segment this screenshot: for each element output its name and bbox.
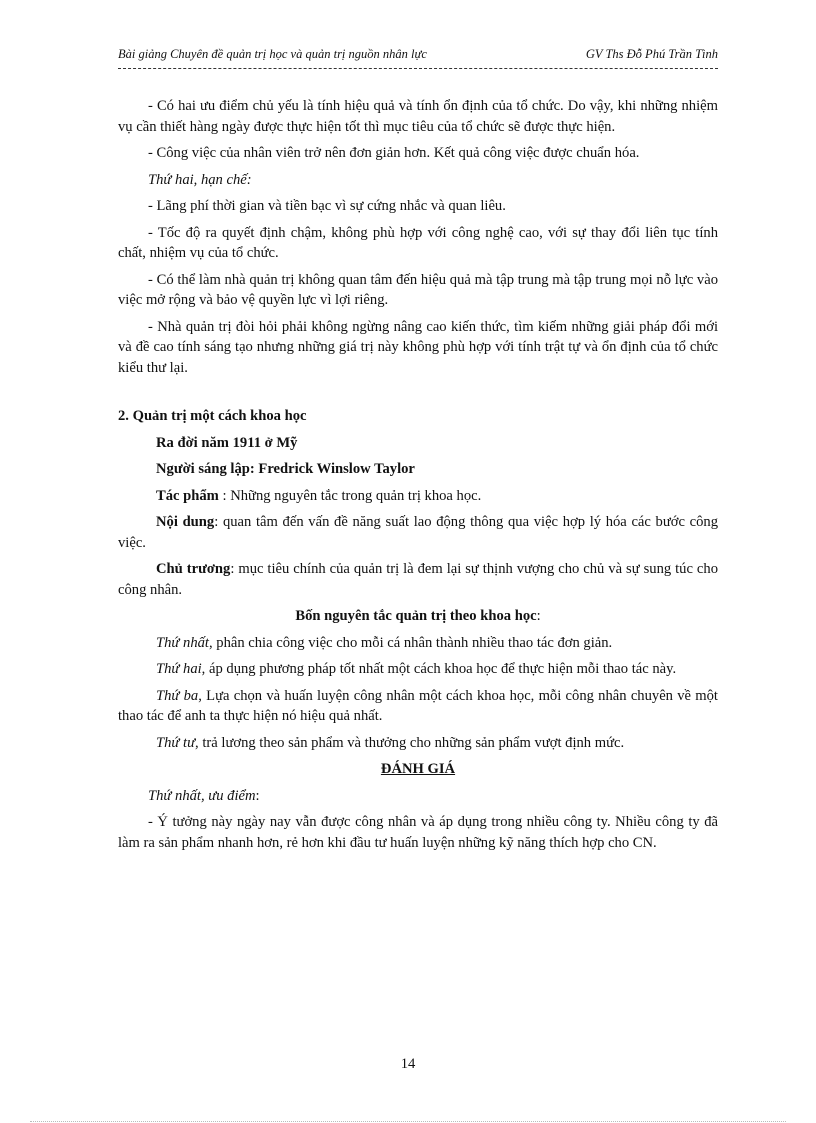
principle-4-text: , trả lương theo sản phẩm và thưởng cho những sản phẩm vượt định mức. bbox=[195, 734, 625, 751]
advantages-heading bbox=[118, 786, 718, 807]
principle-2-label: Thứ hai bbox=[156, 661, 202, 677]
principle-4 bbox=[118, 733, 718, 754]
content-label: Nội dung bbox=[156, 514, 215, 530]
principles-title-text: Bốn nguyên tắc quản trị theo khoa học bbox=[295, 608, 537, 624]
policy-line bbox=[118, 559, 718, 600]
header-author: GV Ths Đỗ Phú Trần Tình bbox=[585, 47, 718, 61]
content-line bbox=[118, 512, 718, 553]
work-label: Tác phẩm bbox=[156, 487, 219, 504]
principles-title bbox=[118, 606, 718, 627]
advantages-heading-text: Thứ nhất, ưu điểm bbox=[148, 787, 256, 804]
work-line bbox=[118, 486, 718, 507]
principle-3 bbox=[118, 686, 718, 727]
advantages-heading-colon: : bbox=[255, 787, 260, 804]
principle-2-text: , áp dụng phương pháp tốt nhất một cách khoa học để thực hiện mỗi thao tác này. bbox=[201, 661, 677, 677]
founder-label: Người sáng lập bbox=[156, 461, 250, 477]
principle-1 bbox=[118, 633, 718, 654]
page-number: 14 bbox=[400, 1056, 416, 1072]
paragraph-advantages: - Có hai ưu điểm chủ yếu là tính hiệu quả và tính ổn định của tổ chức. Do vậy, khi những nhiệm vụ cần thiết hàng ngày được thực hiện tốt thì mục tiêu của tổ chức sẽ được thực hiện. bbox=[118, 98, 718, 135]
founder-line bbox=[118, 459, 718, 480]
page-bottom-border bbox=[30, 1121, 786, 1122]
principle-4-label: Thứ tư bbox=[156, 734, 196, 751]
principles-colon: : bbox=[536, 608, 541, 624]
paragraph-power-focus: - Có thể làm nhà quản trị không quan tâm đến hiệu quả mà tập trung mà tập trung mọi nỗ lực vào việc mở rộng và bảo vệ quyền lực vì lợi riêng. bbox=[118, 271, 718, 308]
paragraph-simpler-work: - Công việc của nhân viên trở nên đơn giản hơn. Kết quả công việc được chuẩn hóa. bbox=[148, 145, 640, 161]
evaluation-title: ĐÁNH GIÁ bbox=[380, 761, 456, 777]
paragraph-waste: - Lãng phí thời gian và tiền bạc vì sự cứng nhắc và quan liêu. bbox=[148, 198, 506, 214]
content-value: : quan tâm đến vấn đề năng suất lao động thông qua việc hợp lý hóa các bước công việc. bbox=[118, 514, 719, 551]
page-header bbox=[118, 47, 718, 62]
policy-value: : mục tiêu chính của quản trị là đem lại sự thịnh vượng cho chủ và sự sung túc cho công nhân. bbox=[118, 561, 718, 598]
section-2-title: 2. Quản trị một cách khoa học bbox=[118, 408, 307, 424]
paragraph-slow-decision: - Tốc độ ra quyết định chậm, không phù hợp với công nghệ cao, với sự thay đổi liên tục tính chất, nhiệm vụ của tổ chức. bbox=[118, 224, 718, 261]
work-value: : Những nguyên tắc trong quản trị khoa học. bbox=[218, 487, 482, 504]
principle-2 bbox=[118, 659, 718, 680]
header-divider bbox=[118, 68, 718, 69]
paragraph-innovation: - Nhà quản trị đòi hỏi phải không ngừng nâng cao kiến thức, tìm kiếm những giải pháp đổi mới và đề cao tính sáng tạo nhưng những giá trị này không phù hợp với tính trật tự và ổn định của tổ chức kiểu thư lại. bbox=[118, 318, 718, 376]
paragraph-idea-applied: - Ý tưởng này ngày nay vẫn được công nhân và áp dụng trong nhiều công ty. Nhiều công ty đã làm ra sản phẩm nhanh hơn, rẻ hơn khi đầu tư huấn luyện những kỹ năng thích hợp cho CN. bbox=[118, 814, 718, 851]
principle-3-text: , Lựa chọn và huấn luyện công nhân một cách khoa học, mỗi công nhân chuyên về một thao tác để anh ta thực hiện nó hiệu quả nhất. bbox=[118, 687, 718, 724]
page-body bbox=[118, 96, 718, 859]
principle-3-label: Thứ ba bbox=[156, 687, 199, 704]
principle-1-label: Thứ nhất bbox=[156, 634, 209, 651]
born-line: Ra đời năm 1911 ở Mỹ bbox=[156, 434, 298, 451]
founder-value: : Fredrick Winslow Taylor bbox=[249, 461, 415, 477]
limitations-heading: Thứ hai, hạn chế: bbox=[148, 171, 252, 188]
header-left-title: Bài giảng Chuyên đề quản trị học và quản trị nguồn nhân lực bbox=[118, 47, 427, 61]
policy-label: Chủ trương bbox=[156, 561, 231, 577]
principle-1-text: , phân chia công việc cho mỗi cá nhân thành nhiều thao tác đơn giản. bbox=[208, 634, 613, 651]
